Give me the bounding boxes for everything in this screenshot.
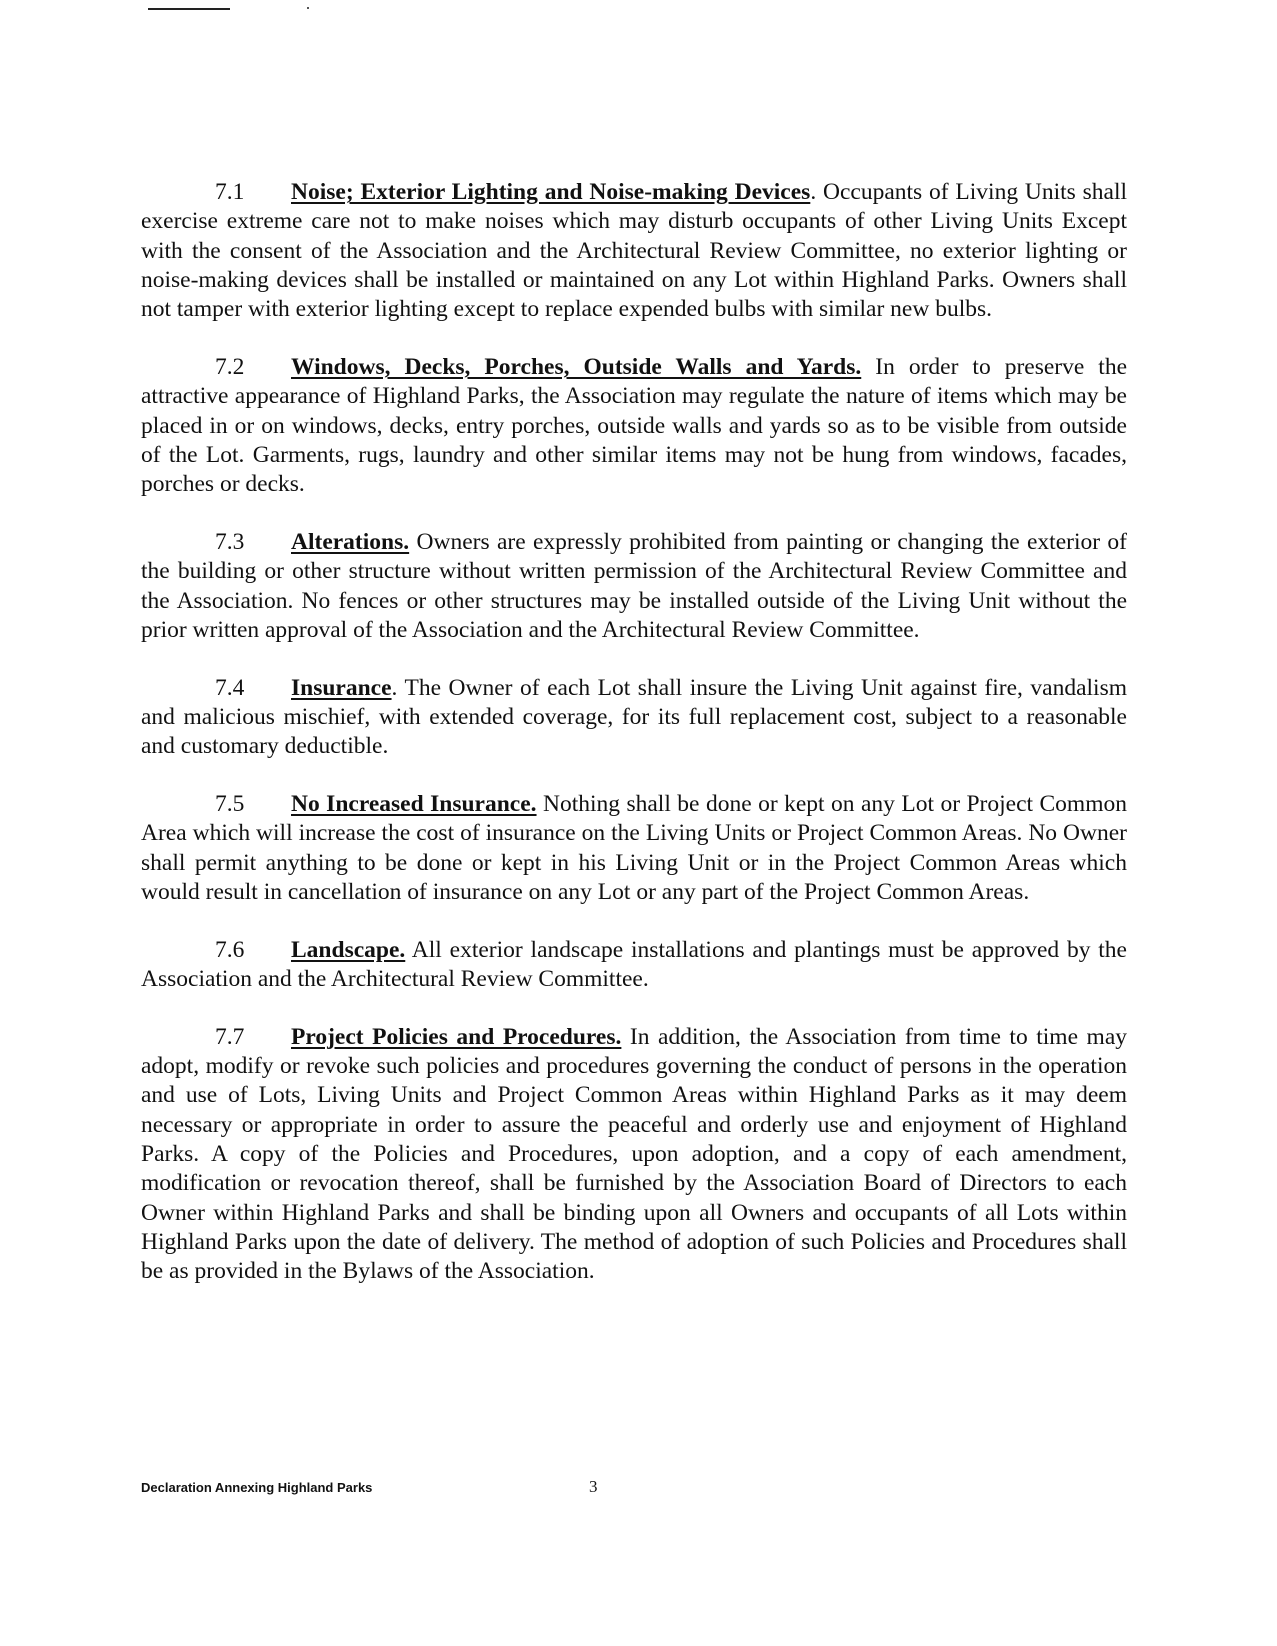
section-number: 7.6 — [215, 936, 245, 963]
section-title: Alterations. — [291, 528, 410, 555]
section-text: . The Owner of each Lot shall insure the Living Unit against fire, vandalism and malicious mischief, with extended coverage, for its full replacement cost, subject to a reasonable and customary deductible. — [141, 674, 1127, 760]
section-number: 7.3 — [215, 528, 245, 555]
section-title: No Increased Insurance. — [291, 791, 537, 818]
section-number: 7.5 — [215, 791, 245, 818]
section-text: Nothing shall be done or kept on any Lot or Project Common Area which will increase the cost of insurance on the Living Units or Project Common Areas. No Owner shall permit anything to be done or kept in his Living Unit or in the Project Common Areas which would result in cancellation of insurance on any Lot or any part of the Project Common Areas. — [141, 791, 1127, 905]
section-7-2 — [141, 353, 1127, 499]
section-number: 7.1 — [215, 179, 245, 205]
section-7-1 — [141, 178, 1127, 324]
section-title: Insurance — [291, 674, 392, 701]
document-body — [141, 178, 1127, 1315]
section-7-5 — [141, 790, 1127, 907]
section-text: . Occupants of Living Units shall exercise extreme care not to make noises which may disturb occupants of other Living Units Except with the consent of the Association and the Architectural Review Committee, no exterior lighting or noise-making devices shall be installed or maintained on any Lot within Highland Parks. Owners shall not tamper with exterior lighting except to replace expended bulbs with similar new bulbs. — [141, 179, 1128, 323]
section-title: Noise; Exterior Lighting and Noise-making Devices — [291, 179, 811, 205]
scan-artifact-dot — [307, 7, 309, 9]
section-title: Landscape. — [291, 936, 406, 963]
section-text: All exterior landscape installations and plantings must be approved by the Association and the Architectural Review Committee. — [141, 936, 1127, 993]
footer-page-number: 3 — [589, 1477, 598, 1496]
section-title: Project Policies and Procedures. — [291, 1023, 622, 1050]
section-7-6 — [141, 936, 1127, 995]
section-7-7 — [141, 1023, 1127, 1287]
section-title: Windows, Decks, Porches, Outside Walls and Yards. — [291, 353, 862, 380]
section-7-4 — [141, 674, 1127, 762]
footer-document-title: Declaration Annexing Highland Parks — [141, 1480, 373, 1495]
section-text: In order to preserve the attractive appearance of Highland Parks, the Association may regulate the nature of items which may be placed in or on windows, decks, entry porches, outside walls and yards so as to be visible from outside of the Lot. Garments, rugs, laundry and other similar items may not be hung from windows, facades, porches or decks. — [141, 353, 1128, 498]
section-text: In addition, the Association from time to time may adopt, modify or revoke such policies and procedures governing the conduct of persons in the operation and use of Lots, Living Units and Project Common Areas within Highland Parks as it may deem necessary or appropriate in order to assure the peaceful and orderly use and enjoyment of Highland Parks. A copy of the Policies and Procedures, upon adoption, and a copy of each amendment, modification or revocation thereof, shall be furnished by the Association Board of Directors to each Owner within Highland Parks and shall be binding upon all Owners and occupants of all Lots within Highland Parks upon the date of delivery. The method of adoption of such Policies and Procedures shall be as provided in the Bylaws of the Association. — [141, 1023, 1128, 1285]
section-number: 7.7 — [215, 1023, 245, 1050]
scan-artifact-line — [148, 8, 230, 10]
section-number: 7.4 — [215, 674, 245, 701]
section-number: 7.2 — [215, 353, 245, 380]
section-7-3 — [141, 528, 1127, 645]
section-text: Owners are expressly prohibited from painting or changing the exterior of the building or other structure without written permission of the Architectural Review Committee and the Association. No fences or other structures may be installed outside of the Living Unit without the prior written approval of the Association and the Architectural Review Committee. — [141, 528, 1127, 643]
